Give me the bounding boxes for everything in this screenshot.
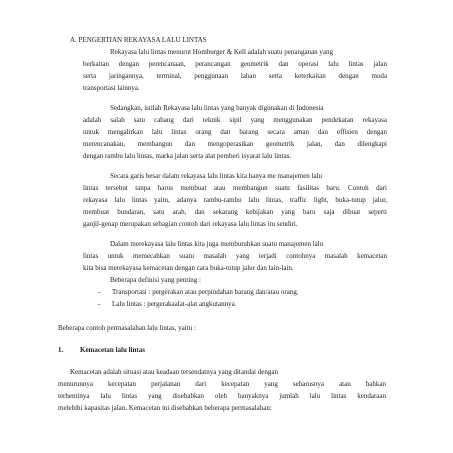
para1-line-4: transportasi lainnya. <box>83 84 140 92</box>
para5-line-4: melebihi kapasitas jalan. Kemacetan ini disebabkan beberapa permasalahan: <box>58 404 272 412</box>
para2-line-4: merencanakan, membangun dan mengoperasikan geometrik jalan, dan dilengkapi <box>83 140 387 148</box>
para2-line-3: untuk mengalirkan lalu lintas orang dan barang secara aman dan effisien dengan <box>83 128 387 136</box>
para2-line-2: adalah salah satu cabang dari teknik sipil yang menggunakan pendekatan rekayasa <box>83 116 387 124</box>
section-heading: A. PENGERTIAN REKAYASA LALU LINTAS <box>70 36 207 44</box>
bullet-lalu-lintas: Lalu lintas : pergerakaalat-alat angkutannya. <box>112 300 237 308</box>
bullet-dash: - <box>98 300 101 308</box>
bullet-transportasi: Transportasi : pergerakan atau perpindahan barang dan/atau orang. <box>112 288 299 296</box>
examples-intro: Beberapa contoh permasalahan lalu lintas, yaitu : <box>58 324 196 332</box>
para5-line-2: menurunnya kecepatan perjalanan dari kecepatan yang seharusnya atau bahkan <box>58 380 386 388</box>
definitions-intro: Beberapa definisi yang penting : <box>110 276 201 284</box>
para5-line-3: terhentinya lalu lintas yang disebabkan oleh banyaknya jumlah lalu lintas kendaraan <box>58 392 386 400</box>
section1-title: Kemacetan lalu lintas <box>80 346 145 354</box>
para2-line-5: dengan rambu lalu lintas, marka jalan serta alat pemberi isyarat lalu lintas. <box>83 152 292 160</box>
para4-line-3: kita bisa merekayasa kemacetan dengan cara buka-tutup jalur dan lain-lain. <box>83 264 294 272</box>
para5-line-1: Kemacetan adalah situasi atau keadaan tersendatnya yang ditandai dengan <box>70 368 278 376</box>
para3-line-5: ganjil-genap merupakan sebagian contoh dari rekayasa lalu lintas itu sendiri. <box>83 220 298 228</box>
para3-line-3: rekayasa lalu lintas yaitu, adanya rambu-rambu lalu lintas, traffic light, buka-tutup jalur, <box>83 196 387 204</box>
para1-line-2: berkaitan dengan perencanaan, perancangan geometrik dan operasi lalu lintas jalan <box>83 60 387 68</box>
para3-line-1: Secara garis besar dalam rekayasa lalu lintas kita hanya me manajemen lalu <box>110 172 323 180</box>
para4-line-1: Dalam merekayasa lalu lintas kita juga membutuhkan suatu manajemen lalu <box>110 240 324 248</box>
bullet-dash: - <box>98 288 101 296</box>
para1-line-1: Rekayasa lalu lintas menurut Homburger & Kell adalah suatu penanganan yang <box>110 48 334 56</box>
para3-line-2: lintas tersebut tanpa harus membuat atau membangun suatu fasilitas baru. Contoh dari <box>83 184 387 192</box>
para4-line-2: lintas untuk memecahkan suatu masalah yang terjadi contohnya masalah kemacetan <box>83 252 387 260</box>
para3-line-4: membuat bundaran, satu arah, dan sekarang kebijakan yang baru saja dibuat seperti <box>83 208 387 216</box>
para2-line-1: Sedangkan, istilah Rekayasa lalu lintas yang banyak digunakan di Indonesia <box>110 104 324 112</box>
para1-line-3: serta jaringannya, terminal, penggunaan lahan serta keterkaitan dengan moda <box>83 72 387 80</box>
section1-number: 1. <box>58 346 64 354</box>
